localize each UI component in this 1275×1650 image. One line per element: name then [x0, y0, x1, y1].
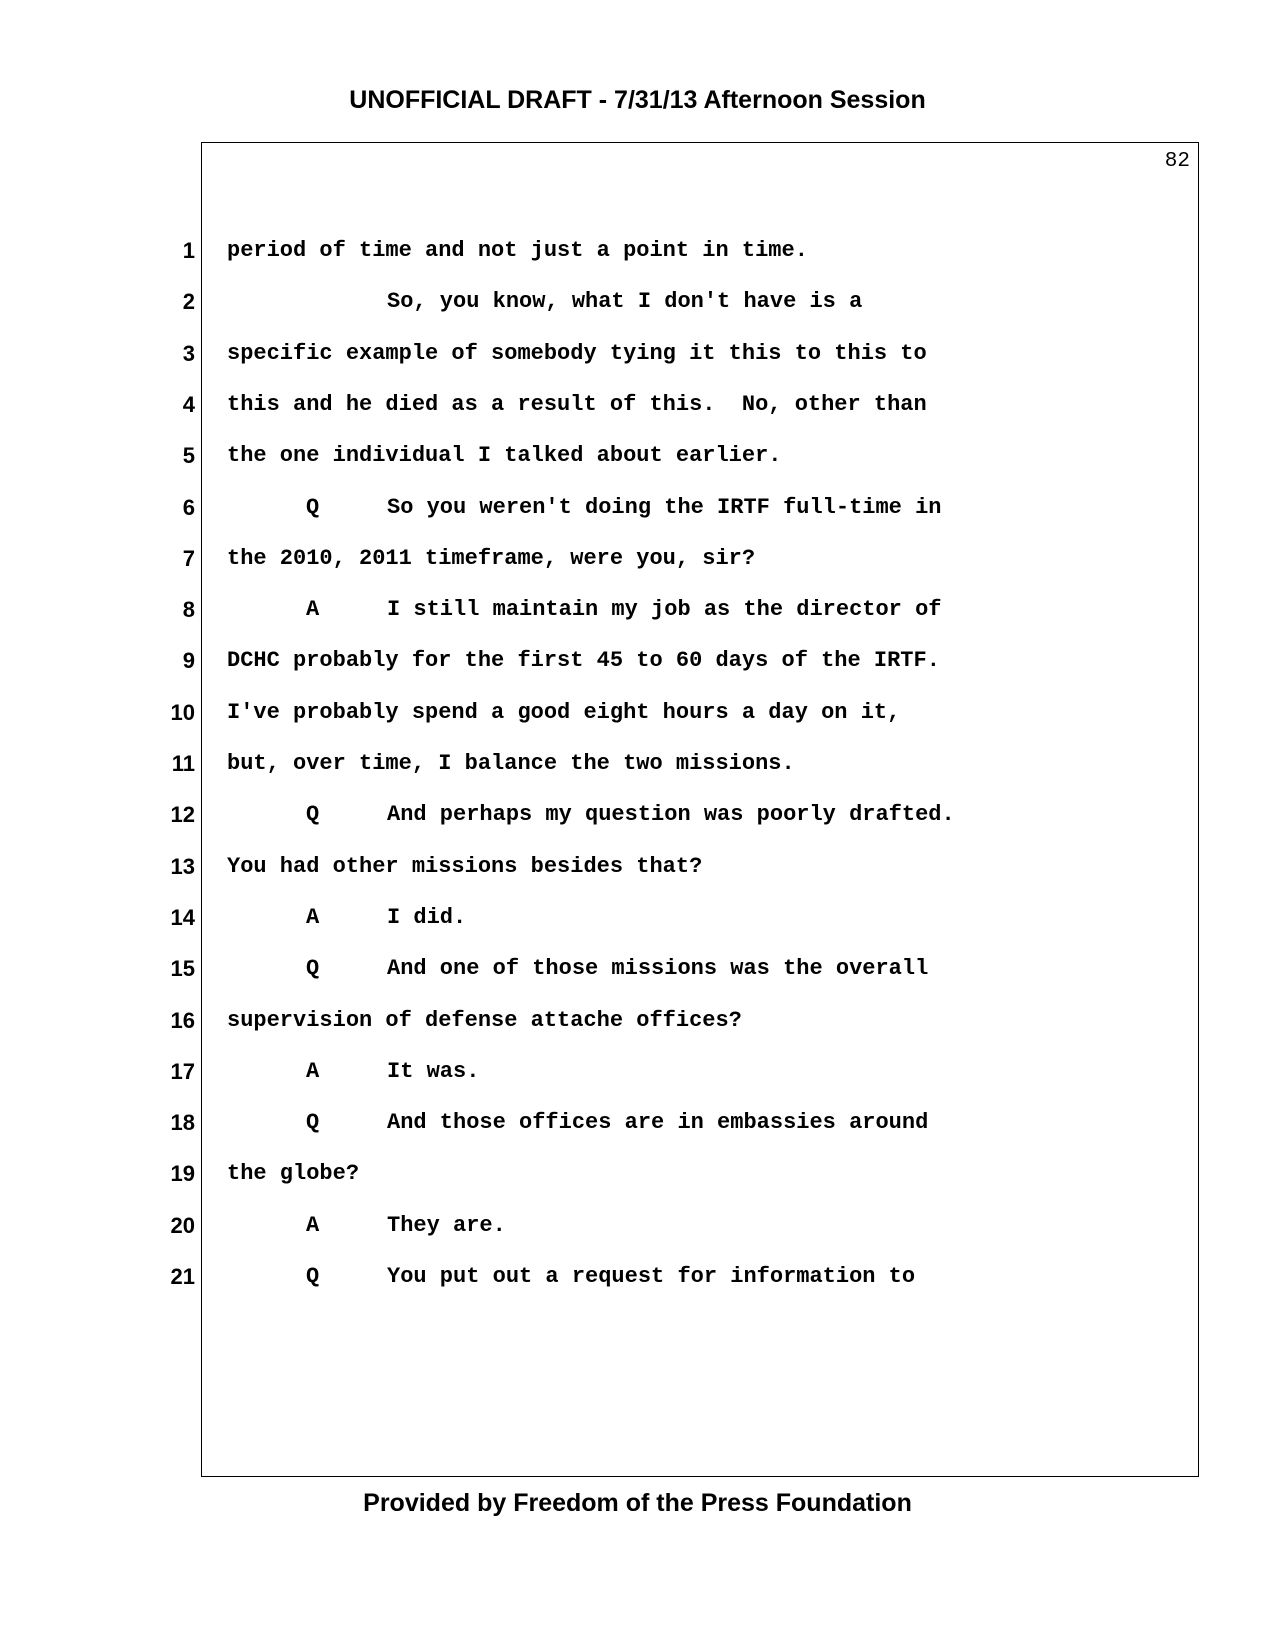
transcript-line	[0, 800, 1275, 830]
transcript-line	[0, 493, 1275, 523]
speaker-label: Q	[306, 1264, 320, 1289]
line-text: They are.	[387, 1212, 506, 1238]
line-number: 11	[171, 751, 195, 776]
transcript-line	[0, 954, 1275, 984]
line-text: You had other missions besides that?	[227, 853, 703, 879]
line-number: 8	[182, 597, 195, 623]
transcript-line	[0, 1159, 1275, 1189]
line-number: 4	[182, 391, 195, 417]
line-number: 7	[182, 545, 195, 571]
line-text: I still maintain my job as the director of	[387, 597, 942, 623]
line-text: supervision of defense attache offices?	[227, 1007, 742, 1033]
transcript-line	[0, 390, 1275, 420]
line-text: And one of those missions was the overall	[387, 956, 929, 982]
speaker-label: Q	[306, 1110, 320, 1136]
transcript-line	[0, 544, 1275, 574]
speaker-label: Q	[306, 802, 320, 828]
transcript-line	[0, 1108, 1275, 1138]
line-number: 14	[170, 904, 195, 930]
line-text: I did.	[387, 904, 467, 930]
line-number: 5	[182, 443, 195, 469]
line-number: 17	[170, 1058, 195, 1084]
transcript-line	[0, 595, 1275, 625]
line-number: 21	[170, 1264, 195, 1289]
speaker-label: A	[306, 904, 320, 930]
line-number: 15	[170, 956, 195, 982]
transcript-line	[0, 646, 1275, 676]
line-text: It was.	[387, 1058, 480, 1084]
line-number: 16	[170, 1007, 195, 1033]
line-text: I've probably spend a good eight hours a day on it,	[227, 699, 901, 725]
transcript-line	[0, 852, 1275, 882]
line-text: So you weren't doing the IRTF full-time in	[387, 494, 942, 520]
line-text: And perhaps my question was poorly drafted.	[387, 802, 955, 828]
line-text: this and he died as a result of this. No, other than	[227, 391, 927, 417]
line-number: 6	[182, 494, 195, 520]
transcript-line	[0, 1262, 1275, 1292]
line-text: the one individual I talked about earlier.	[227, 443, 782, 469]
line-number: 2	[182, 289, 195, 315]
line-text: the 2010, 2011 timeframe, were you, sir?	[227, 545, 756, 571]
speaker-label: Q	[306, 956, 320, 982]
transcript-line	[0, 339, 1275, 369]
speaker-label: A	[306, 597, 320, 623]
line-number: 13	[170, 853, 195, 879]
line-number: 19	[170, 1161, 195, 1187]
line-text: the globe?	[227, 1161, 360, 1187]
transcript-line	[0, 749, 1275, 779]
line-text: specific example of somebody tying it this to this to	[227, 340, 927, 366]
line-text: but, over time, I balance the two missions.	[227, 751, 795, 776]
transcript-line	[0, 698, 1275, 728]
transcript-line	[0, 1211, 1275, 1241]
transcript-line	[0, 441, 1275, 471]
line-number: 12	[170, 802, 195, 828]
speaker-label: A	[306, 1058, 320, 1084]
page-number: 82	[1164, 150, 1190, 173]
speaker-label: A	[306, 1212, 320, 1238]
line-number: 3	[182, 340, 195, 366]
line-text: And those offices are in embassies around	[387, 1110, 929, 1136]
line-text: So, you know, what I don't have is a	[387, 289, 863, 315]
line-number: 9	[182, 648, 195, 674]
transcript-line	[0, 1057, 1275, 1087]
document-header: UNOFFICIAL DRAFT - 7/31/13 Afternoon Session	[349, 86, 926, 114]
document-footer: Provided by Freedom of the Press Foundation	[363, 1489, 912, 1517]
line-text: You put out a request for information to	[387, 1264, 916, 1289]
line-text: DCHC probably for the first 45 to 60 days of the IRTF.	[227, 648, 940, 674]
line-number: 18	[170, 1110, 195, 1136]
line-number: 20	[170, 1212, 195, 1238]
line-text: period of time and not just a point in time.	[227, 238, 808, 263]
transcript-line	[0, 1006, 1275, 1036]
line-number: 1	[182, 238, 195, 263]
speaker-label: Q	[306, 494, 320, 520]
line-number: 10	[170, 699, 195, 725]
transcript-line	[0, 903, 1275, 933]
transcript-line	[0, 236, 1275, 266]
transcript-line	[0, 287, 1275, 317]
